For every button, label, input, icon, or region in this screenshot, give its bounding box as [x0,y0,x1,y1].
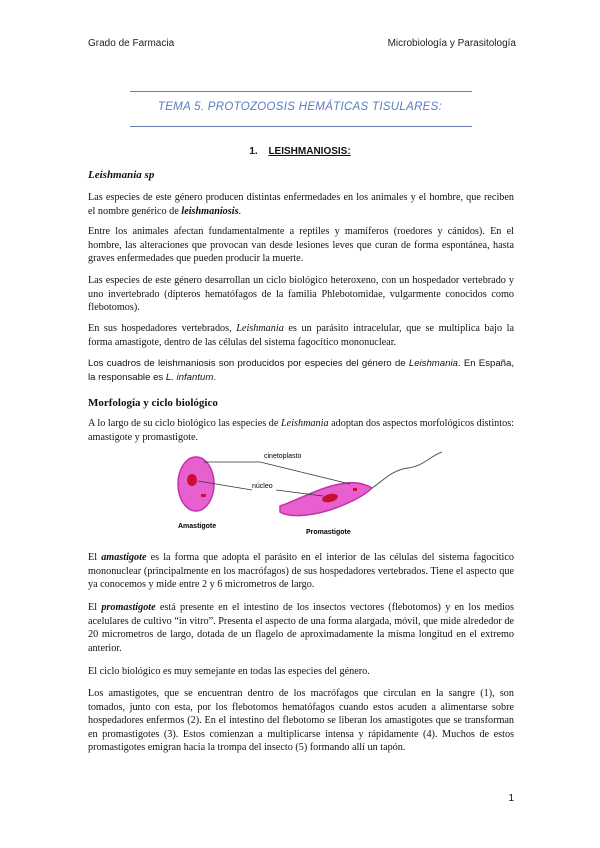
flagellum [372,452,442,488]
promastigote-kinetoplast [353,488,357,491]
heading-morphology: Morfología y ciclo biológico [88,397,218,409]
p4-text-c: es un parásito intracelular, que se multiplica bajo la forma amastigote, dentro de las células del sistema fagocítico mononuclear. [88,323,514,348]
p7-text-c: es la forma que adopta el parásito en el interior de las células del sistema fagocítico mononuclear (principalmente en los macrófagos) de sus hospedadores vertebrados. Tiene el aspecto que ya conocemos y mide entre 2 y 6 micrometros de largo. [88,552,514,591]
amastigote-nucleus [187,474,197,486]
nucleus-label: núcleo [252,483,273,490]
kinetoplast-label: cinetoplasto [264,453,302,460]
section-heading [0,146,600,157]
p1-term: leishmaniosis [181,205,239,217]
section-number: 1. [249,146,258,157]
p5-term: Leishmania [408,358,458,369]
p6-term: Leishmania [281,418,329,429]
amastigote-label: Amastigote [178,523,217,530]
p8-term: promastigote [101,602,156,613]
paragraph-2: Entre los animales afectan fundamentalmente a reptiles y mamíferos (roedores y cánidos). En el hombre, las alteraciones que provocan van desde lesiones leves que curan de forma espontánea, hasta graves enfermedades que pueden producir la muerte. [88,226,514,265]
header-right: Microbiología y Parasitología [387,38,516,49]
paragraph-8 [88,601,514,655]
leishmania-figure [168,448,468,548]
paragraph-4 [88,322,514,349]
title-rule-top [130,91,472,92]
section-label: LEISHMANIOSIS: [268,146,351,157]
paragraph-10: Los amastigotes, que se encuentran dentro de los macrófagos que circulan en la sangre (1), son tomados, junto con esta, por los flebotomos hematófagos cuando estos acuden a alimentarse sobre hospedadores enfermos (2). En el intestino del flebotomo se liberan los amastigotes que se transforman en promastigotes (3). Estos comienzan a multiplicarse intensa y rápidamente (4). Muchos de estos promastigotes emigran hacia la trompa del insecto (5) formando allí un tapón. [88,688,514,754]
page-title: TEMA 5. PROTOZOOSIS HEMÁTICAS TISULARES: [157,101,443,113]
p1-text-c: . [238,205,242,217]
header-left: Grado de Farmacia [88,38,175,49]
p5-text-a: Los cuadros de leishmaniosis son producidos por especies del género de [88,358,409,369]
amastigote-cell [178,457,214,511]
p4-text-a: En sus hospedadores vertebrados, [88,323,237,334]
paragraph-3: Las especies de este género desarrollan un ciclo biológico heteroxeno, con un hospedador vertebrado y uno invertebrado (dípteros hematófagos de la familia Phlebotomidae, vulgarmente conocidos como flebotomos). [88,275,514,314]
heading-leishmania-sp: Leishmania sp [88,169,155,181]
p1-text-a: Las especies de este género producen distintas enfermedades en los animales y el hombre, que reciben el nombre genérico de [88,192,514,217]
p8-text-a: El [88,602,102,613]
paragraph-7 [88,551,514,592]
p7-term: amastigote [101,552,147,563]
paragraph-9: El ciclo biológico es muy semejante en todas las especies del género. [88,666,370,677]
p5-species: L. infantum [165,372,214,383]
p5-text-e: . [213,372,217,383]
kinetoplast-pointer-line-b [260,462,350,484]
paragraph-6 [88,417,514,444]
p6-text-a: A lo largo de su ciclo biológico las especies de [88,418,281,429]
page-number: 1 [508,793,514,804]
title-rule-bottom [130,126,472,127]
paragraph-1 [88,191,514,218]
p8-text-c: está presente en el intestino de los insectos vectores (flebotomos) y en los medios acelulares de cultivo “in vitro”. Presenta el aspecto de una forma alargada, móvil, que mide alrededor de 20 micrometros de largo, dotada de un flagelo de aproximadamente la misma longitud en el extremo anterior. [88,602,514,654]
p6-text-c: adoptan dos aspectos morfológicos distintos: amastigote y promastigote. [88,418,514,443]
p5-text-c: . En España, la responsable es [88,358,514,383]
p4-term: Leishmania [236,323,284,334]
paragraph-5 [88,357,514,385]
amastigote-kinetoplast [201,494,206,497]
p7-text-a: El [88,552,102,563]
promastigote-label: Promastigote [306,529,351,536]
